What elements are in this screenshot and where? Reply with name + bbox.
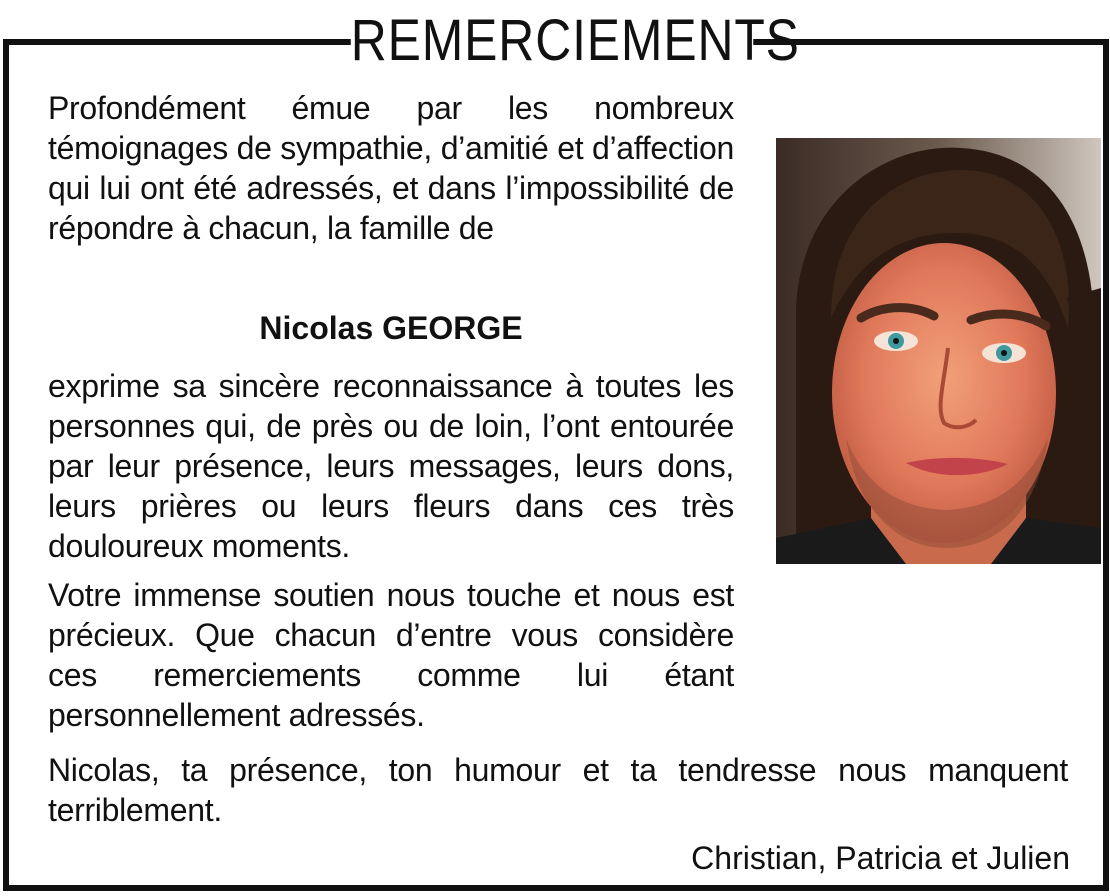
support-paragraph: Votre immense soutien nous touche et nous est précieux. Que chacun d’entre vous considère ces remerciements comme lui étant personnellement adressés.: [48, 577, 734, 733]
notice-title: REMERCIEMENTS: [351, 6, 753, 76]
portrait-illustration: [776, 138, 1101, 564]
gratitude-paragraph: exprime sa sincère reconnaissance à toutes les personnes qui, de près ou de loin, l’ont entourée par leur présence, leurs messages, leurs dons, leurs prières ou leurs fleurs dans ces très douloureux moments.: [48, 368, 734, 564]
intro-paragraph: Profondément émue par les nombreux témoignages de sympathie, d’amitié et d’affection qui lui ont été adressés, et dans l’impossibilité de répondre à chacun, la famille de: [48, 90, 734, 246]
deceased-name: Nicolas GEORGE: [259, 310, 523, 346]
signature: Christian, Patricia et Julien: [691, 840, 1070, 876]
personal-message: Nicolas, ta présence, ton humour et ta tendresse nous manquent terriblement.: [48, 752, 1068, 828]
portrait-photo: [776, 138, 1101, 564]
